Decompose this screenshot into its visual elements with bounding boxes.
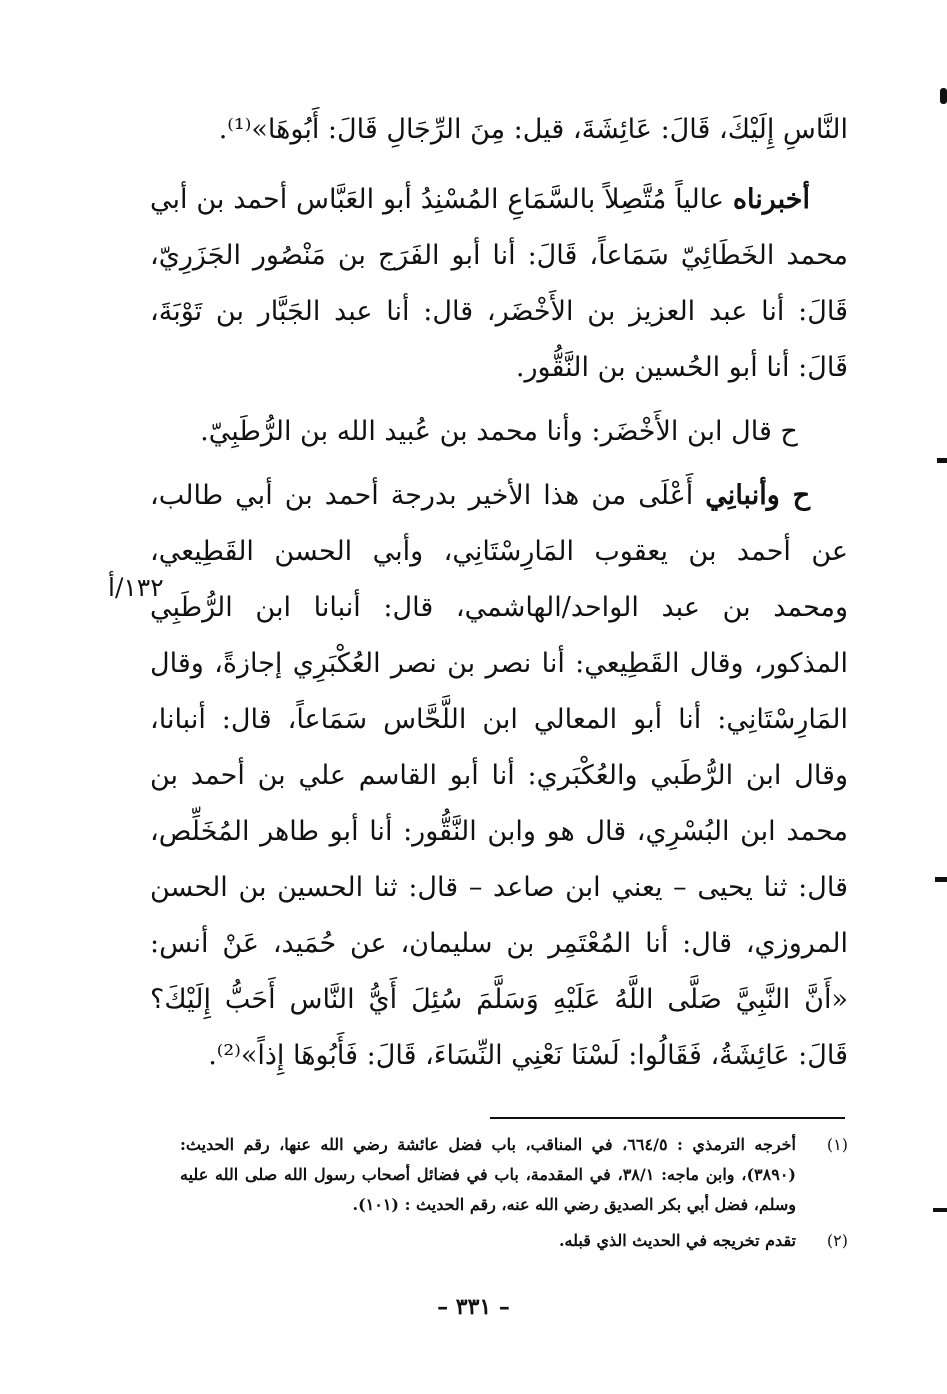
footnote-number: (٢) — [826, 1231, 848, 1250]
paragraph-text: عالياً مُتَّصِلاً بالسَّمَاعِ المُسْنِدُ أبو العَبَّاس أحمد بن أبي محمد الخَطَائِيّ سَمَاعاً، قَالَ: أنا أبو الفَرَج بن مَنْصُور الجَزَرِيّ، قَالَ: أنا عبد العزيز بن الأَخْضَر، قال: أنا عبد الجَبَّار بن تَوْبَةَ، قَالَ: أنا أبو الحُسين بن النَّقُّور. — [150, 184, 848, 383]
paragraph-lead-word: ح وأنبانِي — [705, 480, 810, 511]
paragraph-isnad-2 — [150, 468, 848, 1084]
paragraph-tahwil: ح قال ابن الأَخْضَر: وأنا محمد بن عُبيد الله بن الرُّطَبِيّ. — [200, 416, 798, 447]
paragraph-text: أَعْلَى من هذا الأخير بدرجة أحمد بن أبي طالب، عن أحمد بن يعقوب المَارِسْتَانِي، وأبي الحسن القَطِيعي، ومحمد بن عبد الواحد/الهاشمي، قال: أنبانا ابن الرُّطَبِي المذكور، وقال القَطِيعي: أنا نصر بن نصر العُكْبَرِي إجازةً، وقال المَارِسْتَانِي: أنا أبو المعالي ابن اللَّحَّاس سَمَاعاً، قال: أنبانا، وقال ابن الرُّطَبي والعُكْبَري: أنا أبو القاسم علي بن أحمد بن محمد ابن البُسْرِي، قال هو وابن النَّقُّور: أنا أبو طاهر المُخَلِّص، قال: ثنا يحيى – يعني ابن صاعد – قال: ثنا الحسين بن الحسن المروزي، قال: أنا المُعْتَمِر بن سليمان، عن حُمَيد، عَنْ أنس: «أَنَّ النَّبِيَّ صَلَّى اللَّهُ عَلَيْهِ وَسَلَّمَ سُئِلَ أَيُّ النَّاس أَحَبُّ إِلَيْكَ؟ قَالَ: عَائِشَةُ، فَقَالُوا: لَسْنَا نَعْنِي النِّسَاءَ، قَالَ: فَأَبُوهَا إِذاً»⁽²⁾. — [150, 480, 848, 1071]
paragraph-continuation: النَّاسِ إِلَيْكَ، قَالَ: عَائِشَةَ، قيل: مِنَ الرِّجَالِ قَالَ: أَبُوهَا»⁽¹⁾. — [218, 114, 848, 145]
scan-edge-mark-2 — [937, 458, 947, 463]
footnotes — [180, 1130, 848, 1256]
footnote-text: تقدم تخريجه في الحديث الذي قبله. — [558, 1231, 796, 1250]
footnote-item — [180, 1130, 848, 1220]
main-text — [150, 102, 848, 1084]
footnote-separator — [490, 1117, 845, 1119]
paragraph-lead-word: أخبرناه — [732, 184, 810, 215]
scan-edge-mark-3 — [935, 877, 947, 882]
scan-edge-mark-1 — [940, 88, 947, 104]
footnote-number: (١) — [826, 1135, 848, 1154]
page-number: – ٣٣١ – — [437, 1294, 510, 1320]
footnote-item — [180, 1226, 848, 1256]
footnote-text: أخرجه الترمذي : ٦٦٤/٥، في المناقب، باب فضل عائشة رضي الله عنها، رقم الحديث: (٣٨٩٠)، وابن ماجه: ٣٨/١، في المقدمة، باب في فضائل أصحاب رسول الله صلى الله عليه وسلم، فضل أبي بكر الصديق رضي الله عنه، رقم الحديث : (١٠١). — [180, 1135, 797, 1214]
manuscript-folio-marker: ١٣٢/أ — [108, 573, 164, 602]
scan-edge-mark-4 — [933, 1208, 947, 1212]
paragraph-isnad-1 — [150, 172, 848, 396]
